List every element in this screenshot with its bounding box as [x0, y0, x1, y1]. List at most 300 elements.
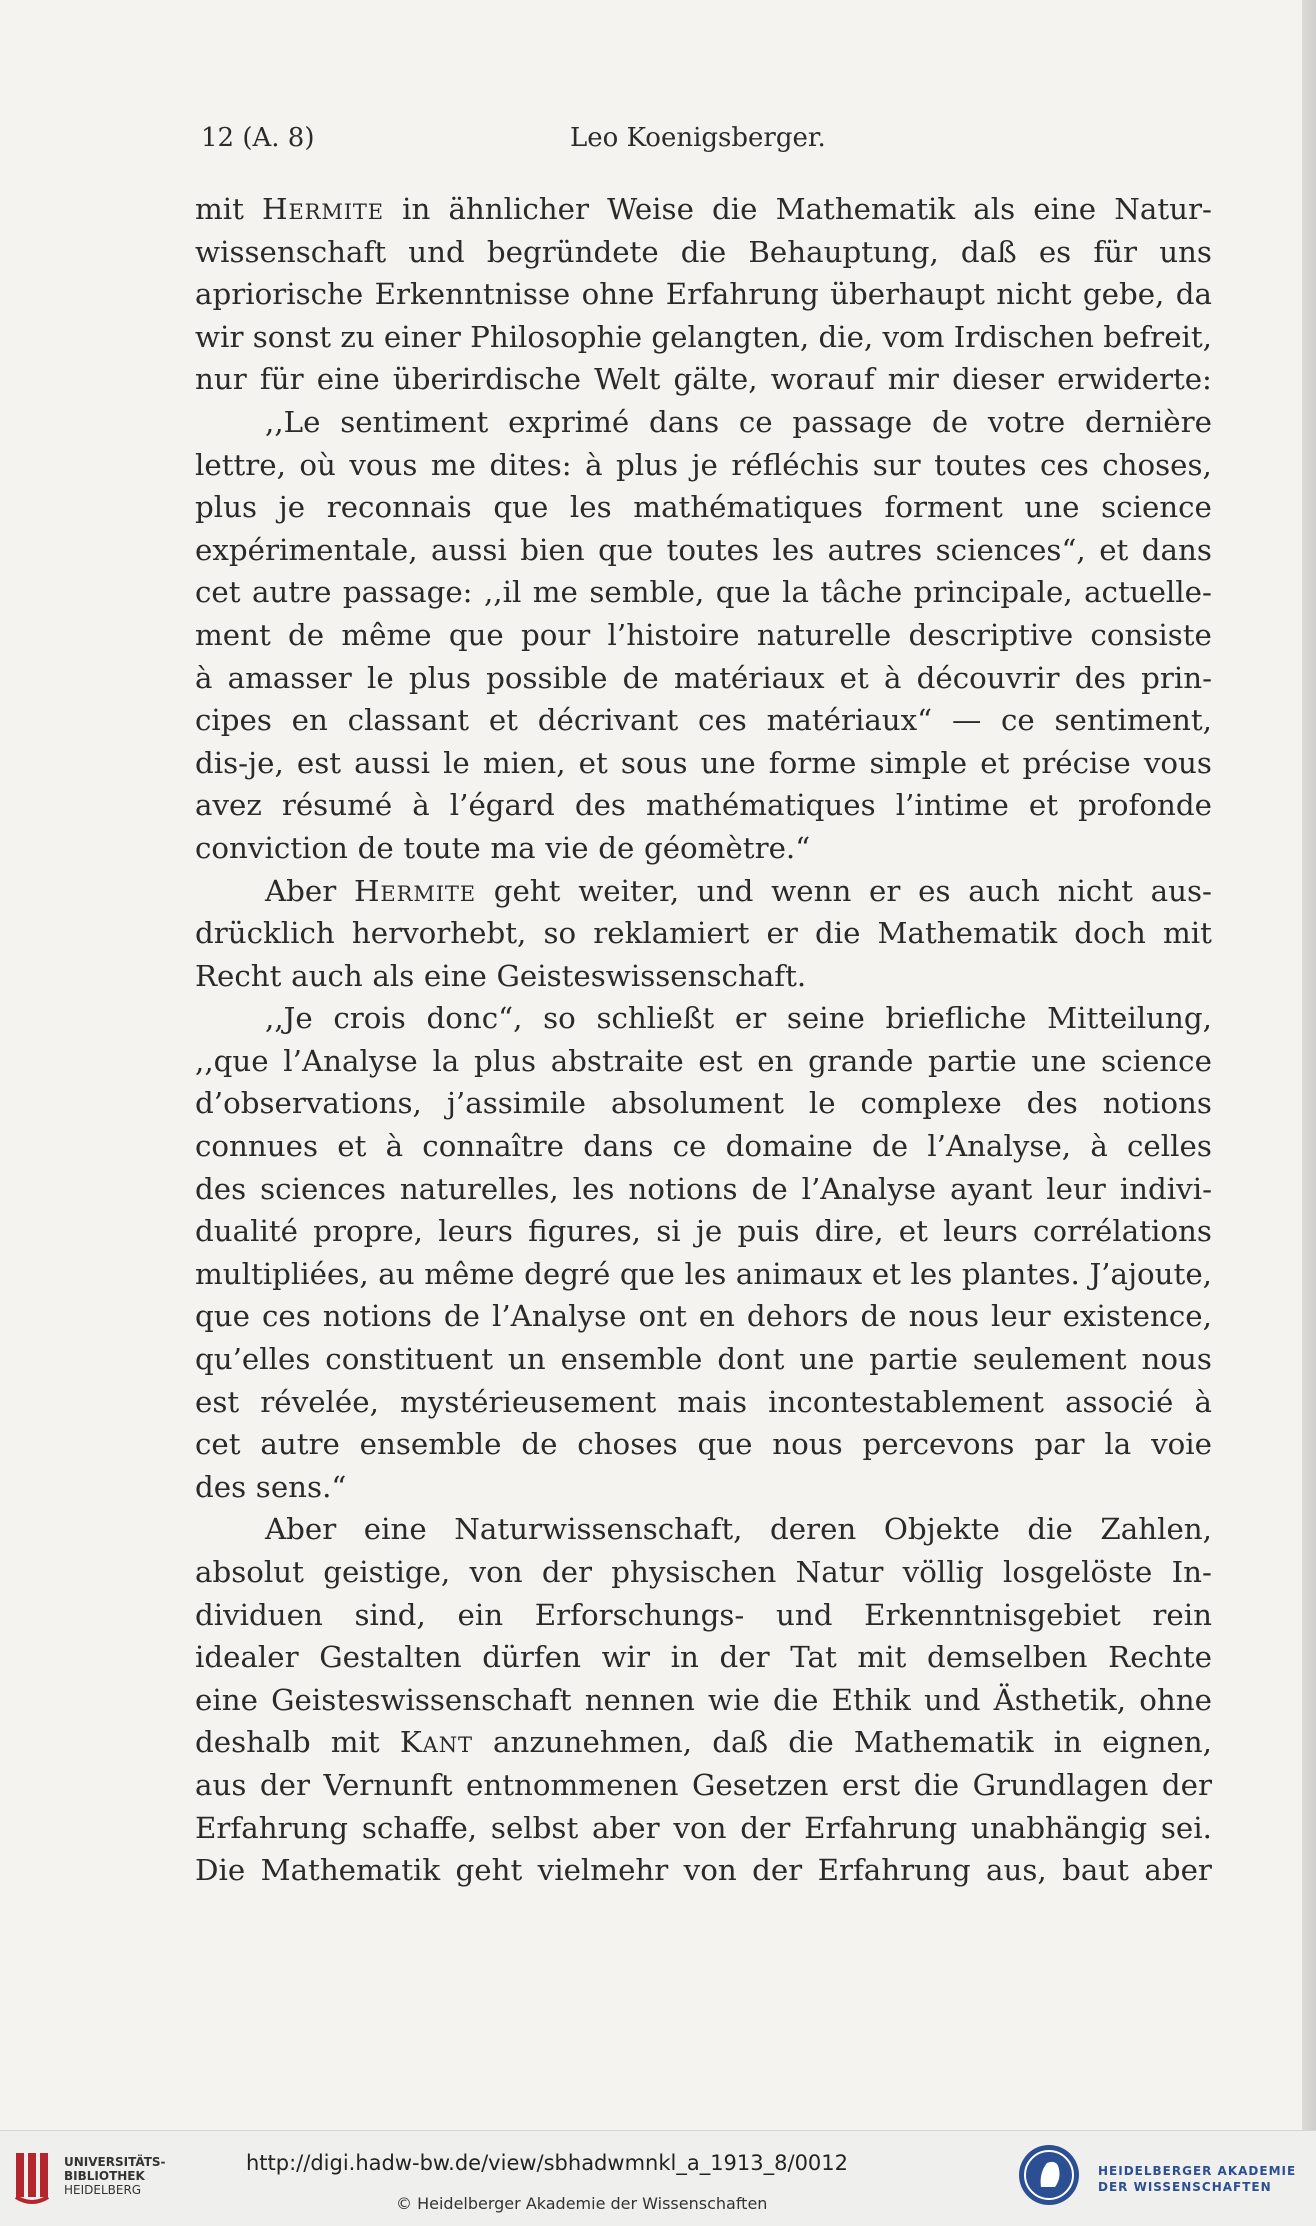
- word: absolument: [610, 1086, 784, 1121]
- text-line: [195, 1210, 1212, 1253]
- word: mien,: [482, 745, 566, 780]
- word: eine: [316, 362, 380, 397]
- word: le: [808, 1086, 836, 1121]
- word: et: [578, 745, 608, 780]
- word: me: [430, 447, 477, 482]
- word: cipes: [195, 703, 272, 738]
- word: Aber: [265, 1512, 337, 1547]
- word: schaffe,: [361, 1810, 478, 1845]
- word: autre: [260, 1427, 340, 1462]
- word: de: [932, 404, 969, 439]
- word: Aber: [265, 873, 337, 908]
- word: für: [259, 362, 304, 397]
- word: profonde: [1078, 788, 1212, 823]
- word: er: [734, 1001, 767, 1036]
- body-text: [195, 188, 1212, 1892]
- word: les: [572, 1171, 615, 1206]
- word: mais: [677, 1384, 748, 1419]
- word: abstraite: [550, 1043, 684, 1078]
- word: mystérieusement: [400, 1384, 657, 1419]
- word: die: [680, 234, 727, 269]
- word: l’histoire: [607, 617, 740, 652]
- word: doch: [1074, 916, 1146, 951]
- text-line: [195, 571, 1212, 614]
- word: der: [1161, 1767, 1212, 1802]
- word: où: [299, 447, 336, 482]
- word: la: [432, 1043, 460, 1078]
- word: conviction: [195, 830, 348, 865]
- word: aussi: [431, 532, 507, 567]
- word: und: [408, 234, 465, 269]
- word: selbst: [490, 1810, 579, 1845]
- word: aber: [1144, 1853, 1212, 1888]
- word: geistige,: [323, 1555, 451, 1589]
- word: des: [574, 788, 626, 823]
- word: als: [372, 958, 415, 993]
- word: es: [918, 873, 951, 908]
- word: et: [1028, 788, 1059, 823]
- word: sous: [620, 745, 688, 780]
- word: dont: [717, 1342, 785, 1377]
- word: schließt: [596, 1001, 715, 1036]
- word: l’égard: [449, 788, 555, 823]
- word: constituent: [325, 1342, 494, 1377]
- proper-name: Hermite: [354, 873, 476, 908]
- word: incontestablement: [768, 1384, 1044, 1419]
- word: ein: [457, 1597, 504, 1632]
- word: classant: [347, 703, 470, 738]
- word: ces: [1039, 447, 1089, 482]
- word: à: [412, 788, 430, 823]
- word: eine: [423, 958, 487, 993]
- text-line: [195, 1168, 1212, 1211]
- library-name: [64, 2155, 166, 2197]
- word: je: [695, 1214, 723, 1249]
- word: Weise: [607, 192, 694, 226]
- word: notions: [322, 1299, 432, 1334]
- word: au: [378, 1256, 415, 1291]
- word: absolut: [195, 1555, 304, 1589]
- word: völlig: [902, 1555, 984, 1589]
- word: associé: [1065, 1384, 1174, 1419]
- word: et: [839, 660, 869, 695]
- text-line: [195, 657, 1212, 700]
- word: propre,: [313, 1214, 423, 1249]
- word: mir: [887, 362, 939, 397]
- word: sentiment,: [1054, 703, 1212, 738]
- text-line: [195, 742, 1212, 785]
- word: Geisteswissenschaft.: [496, 958, 807, 993]
- word: plantes.: [961, 1256, 1080, 1291]
- text-line: [195, 870, 1212, 913]
- word: à: [1090, 1129, 1108, 1164]
- word: consiste: [1090, 617, 1212, 652]
- word: von: [469, 1555, 523, 1589]
- word: ensemble: [359, 1427, 502, 1462]
- word: de: [521, 1427, 558, 1462]
- text-line: [195, 1594, 1212, 1637]
- word: découvrir: [916, 660, 1060, 695]
- word: une: [700, 745, 756, 780]
- word: da: [1175, 277, 1212, 312]
- word: connaître: [422, 1129, 565, 1164]
- word: eine: [195, 1682, 258, 1717]
- word: matériaux: [673, 660, 825, 695]
- text-line: [195, 231, 1212, 274]
- word: demselben: [926, 1640, 1088, 1675]
- word: vous: [1143, 745, 1212, 780]
- word: dehors: [746, 1299, 849, 1334]
- word: und: [696, 873, 754, 908]
- word: puis: [737, 1214, 800, 1249]
- word: je: [278, 490, 306, 525]
- word: d’observations,: [195, 1086, 422, 1121]
- permalink-url[interactable]: http://digi.hadw-bw.de/view/sbhadwmnkl_a_1913_8/0012: [246, 2151, 849, 2175]
- word: von: [683, 1853, 737, 1888]
- word: gälte,: [673, 362, 758, 397]
- word: dualité: [195, 1214, 298, 1249]
- word: gelangten,: [651, 319, 810, 354]
- word: donc“,: [426, 1001, 523, 1036]
- word: leur: [991, 1299, 1051, 1334]
- academy-name: [1098, 2163, 1296, 2195]
- word: précise: [1022, 745, 1131, 780]
- word: Vernunft: [323, 1767, 453, 1802]
- word: ,,il: [483, 575, 522, 610]
- word: sonst: [252, 319, 332, 354]
- word: autre: [251, 575, 332, 610]
- word: gebe,: [1082, 277, 1165, 312]
- word: résumé: [281, 788, 393, 823]
- word: animaux: [735, 1256, 863, 1291]
- text-line: [195, 1082, 1212, 1125]
- word: mit: [857, 1640, 907, 1675]
- word: notions: [628, 1171, 738, 1206]
- word: vielmehr: [537, 1853, 669, 1888]
- word: plus: [615, 447, 679, 482]
- word: der: [259, 1767, 310, 1802]
- word: Gestalten: [319, 1640, 462, 1675]
- text-line: [195, 1551, 1212, 1594]
- word: aus-: [1150, 873, 1212, 908]
- word: à: [1194, 1384, 1212, 1419]
- word: de: [443, 1299, 480, 1334]
- word: der: [752, 1853, 803, 1888]
- word: deshalb: [195, 1725, 311, 1760]
- word: in: [670, 1640, 699, 1675]
- word: des: [1074, 660, 1126, 695]
- word: baut: [1062, 1853, 1129, 1888]
- word: choses: [577, 1427, 678, 1462]
- word: ayant: [950, 1171, 1033, 1206]
- word: domaine: [725, 1129, 853, 1164]
- word: ma: [490, 830, 536, 865]
- word: Erfahrung: [817, 1853, 971, 1888]
- word: est: [195, 1384, 240, 1419]
- word: votre: [987, 404, 1066, 439]
- word: der: [740, 1810, 791, 1845]
- text-line: [195, 188, 1212, 231]
- word: l’Analyse: [283, 1043, 418, 1078]
- word: hervorhebt,: [351, 916, 527, 951]
- word: überhaupt: [830, 277, 985, 312]
- word: mathématiques: [633, 490, 863, 525]
- word: nous: [908, 1299, 980, 1334]
- word: auch: [968, 873, 1040, 908]
- word: partie: [869, 1342, 958, 1377]
- word: que: [715, 575, 771, 610]
- word: daß: [960, 234, 1017, 269]
- word: sciences: [260, 1171, 386, 1206]
- word: Ethik: [831, 1682, 911, 1717]
- word: de: [357, 830, 394, 865]
- word: les: [772, 532, 815, 567]
- word: corrélations: [1032, 1214, 1212, 1249]
- word: multipliées,: [195, 1256, 369, 1291]
- word: Behauptung,: [748, 234, 939, 269]
- word: dis-je,: [195, 745, 284, 780]
- word: die: [814, 916, 861, 951]
- word: autres: [827, 532, 923, 567]
- word: à: [883, 660, 902, 695]
- word: leurs: [438, 1214, 513, 1249]
- word: es: [1038, 234, 1072, 269]
- word: que: [195, 1299, 250, 1334]
- word: je: [691, 447, 718, 482]
- text-line: [195, 1679, 1212, 1722]
- word: le: [366, 660, 394, 695]
- word: le: [443, 745, 470, 780]
- word: et: [871, 1256, 901, 1291]
- word: un: [507, 1342, 546, 1377]
- text-line: [195, 1849, 1212, 1892]
- text-line: [195, 1338, 1212, 1381]
- word: nicht: [1057, 873, 1133, 908]
- word: ce: [738, 404, 773, 439]
- word: die: [1027, 1512, 1073, 1547]
- word: und: [923, 1682, 981, 1717]
- word: Zahlen,: [1100, 1512, 1212, 1547]
- word: une: [1024, 490, 1080, 525]
- word: die: [712, 192, 758, 226]
- university-library-logo-icon: [12, 2147, 52, 2207]
- word: vous: [349, 447, 418, 482]
- word: des: [1026, 1086, 1078, 1121]
- word: der: [541, 1555, 592, 1589]
- word: révelée,: [260, 1384, 379, 1419]
- word: les: [910, 1256, 953, 1291]
- text-line: [195, 614, 1212, 657]
- running-head: [201, 123, 1211, 163]
- word: drücklich: [195, 916, 335, 951]
- word: die,: [818, 319, 874, 354]
- word: geht: [493, 873, 561, 908]
- word: dürfen: [482, 1640, 581, 1675]
- word: celles: [1127, 1129, 1212, 1164]
- word: avez: [195, 788, 262, 823]
- word: si: [656, 1214, 681, 1249]
- word: en: [291, 703, 328, 738]
- word: idealer: [195, 1640, 299, 1675]
- word: ce: [1001, 703, 1035, 738]
- word: Recht: [195, 958, 282, 993]
- word: Mathematik: [877, 916, 1058, 951]
- word: die: [788, 1725, 834, 1760]
- word: mit: [195, 192, 244, 226]
- word: geht: [455, 1853, 523, 1888]
- word: Mathematik: [853, 1725, 1034, 1760]
- word: cet: [195, 575, 241, 610]
- word: reklamiert: [593, 916, 750, 951]
- word: indivi-: [1119, 1171, 1212, 1206]
- word: mit: [1162, 916, 1212, 951]
- word: descriptive: [908, 617, 1074, 652]
- text-line: [195, 827, 1212, 870]
- word: voie: [1151, 1427, 1212, 1462]
- word: in: [402, 192, 431, 226]
- text-line: [195, 1721, 1212, 1764]
- word: matériaux“: [766, 703, 933, 738]
- word: in: [1053, 1725, 1082, 1760]
- word: anzunehmen,: [493, 1725, 693, 1760]
- word: de: [288, 617, 325, 652]
- library-name-line3: HEIDELBERG: [64, 2183, 142, 2197]
- word: une: [1031, 1043, 1087, 1078]
- word: er: [766, 916, 798, 951]
- word: erwiderte:: [1057, 362, 1212, 397]
- word: complexe: [860, 1086, 1002, 1121]
- word: von: [673, 1810, 727, 1845]
- word: à: [385, 1129, 404, 1164]
- word: les: [684, 1256, 727, 1291]
- academy-name-line1: HEIDELBERGER AKADEMIE: [1098, 2164, 1297, 2178]
- word: entnommenen: [466, 1767, 679, 1802]
- word: mathématiques: [646, 788, 876, 823]
- word: est: [296, 745, 342, 780]
- word: die: [913, 1767, 960, 1802]
- word: In-: [1171, 1555, 1212, 1589]
- word: plus: [473, 1043, 536, 1078]
- word: leurs: [943, 1214, 1018, 1249]
- word: und: [775, 1597, 833, 1632]
- word: que: [598, 532, 654, 567]
- word: exprimé: [508, 404, 630, 439]
- word: er: [869, 873, 901, 908]
- word: dans: [648, 404, 720, 439]
- word: sur: [872, 447, 921, 482]
- text-line: [195, 529, 1212, 572]
- word: seulement: [972, 1342, 1127, 1377]
- text-line: [195, 1466, 1212, 1509]
- word: sciences“,: [935, 532, 1086, 567]
- word: Erforschungs-: [534, 1597, 745, 1632]
- word: possible: [486, 660, 608, 695]
- text-line: [195, 316, 1212, 359]
- word: que: [619, 1256, 675, 1291]
- word: à: [585, 447, 603, 482]
- word: grande: [808, 1043, 914, 1078]
- word: qu’elles: [195, 1342, 311, 1377]
- word: la: [1104, 1427, 1132, 1462]
- word: toute: [403, 830, 481, 865]
- word: ohne: [1139, 1682, 1212, 1717]
- word: Rechte: [1108, 1640, 1212, 1675]
- word: ähnlicher: [448, 192, 590, 226]
- word: ,,Le: [265, 404, 321, 439]
- word: weiter,: [578, 873, 680, 908]
- word: ohne: [581, 277, 655, 312]
- text-line: [195, 997, 1212, 1040]
- word: Irdischen: [953, 319, 1094, 354]
- word: apriorische: [195, 277, 364, 312]
- word: science: [1101, 1043, 1212, 1078]
- word: nous: [772, 1427, 843, 1462]
- word: sentiment: [340, 404, 489, 439]
- word: degré: [524, 1256, 611, 1291]
- proper-name: Hermite: [262, 192, 385, 226]
- library-name-line1: UNIVERSITÄTS-: [64, 2155, 166, 2169]
- word: reconnais: [326, 490, 472, 525]
- word: j’assimile: [446, 1086, 586, 1121]
- word: als: [973, 192, 1016, 226]
- word: et: [980, 745, 1010, 780]
- word: semble,: [589, 575, 705, 610]
- text-line: [195, 358, 1212, 401]
- word: des: [195, 1469, 247, 1504]
- word: wir: [601, 1640, 651, 1675]
- word: choses,: [1102, 447, 1212, 482]
- word: l’Analyse: [801, 1171, 937, 1206]
- word: dites:: [489, 447, 572, 482]
- word: l’Analyse: [491, 1299, 627, 1334]
- word: so: [543, 916, 577, 951]
- word: ment: [195, 617, 271, 652]
- word: les: [569, 490, 612, 525]
- word: ce: [672, 1129, 707, 1164]
- word: que: [448, 617, 504, 652]
- word: Erfahrung: [195, 1810, 349, 1845]
- word: l’Analyse,: [927, 1129, 1072, 1164]
- word: sens.“: [255, 1469, 347, 1504]
- word: par: [1034, 1427, 1085, 1462]
- proper-name: Kant: [399, 1725, 473, 1760]
- word: uns: [1159, 234, 1212, 269]
- page-edge-shadow: [1302, 0, 1316, 2130]
- text-line: [195, 912, 1212, 955]
- word: géomètre.“: [643, 830, 811, 865]
- word: figures,: [528, 1214, 641, 1249]
- word: —: [951, 703, 982, 738]
- word: passage: [792, 404, 913, 439]
- word: et: [337, 1129, 367, 1164]
- word: de: [860, 1299, 897, 1334]
- word: aus,: [986, 1853, 1047, 1888]
- word: Erfahrung: [804, 1810, 958, 1845]
- word: des: [195, 1171, 247, 1206]
- word: ,,que: [195, 1043, 269, 1078]
- word: wenn: [771, 873, 852, 908]
- word: naturelle: [756, 617, 892, 652]
- word: physischen: [611, 1555, 777, 1589]
- word: Erkenntnisgebiet: [864, 1597, 1121, 1632]
- word: wie: [708, 1682, 760, 1717]
- word: naturelles,: [399, 1171, 559, 1206]
- word: de: [598, 830, 635, 865]
- word: so: [543, 1001, 576, 1036]
- word: ces: [261, 1299, 311, 1334]
- word: seine: [786, 1001, 865, 1036]
- word: lettre,: [195, 447, 286, 482]
